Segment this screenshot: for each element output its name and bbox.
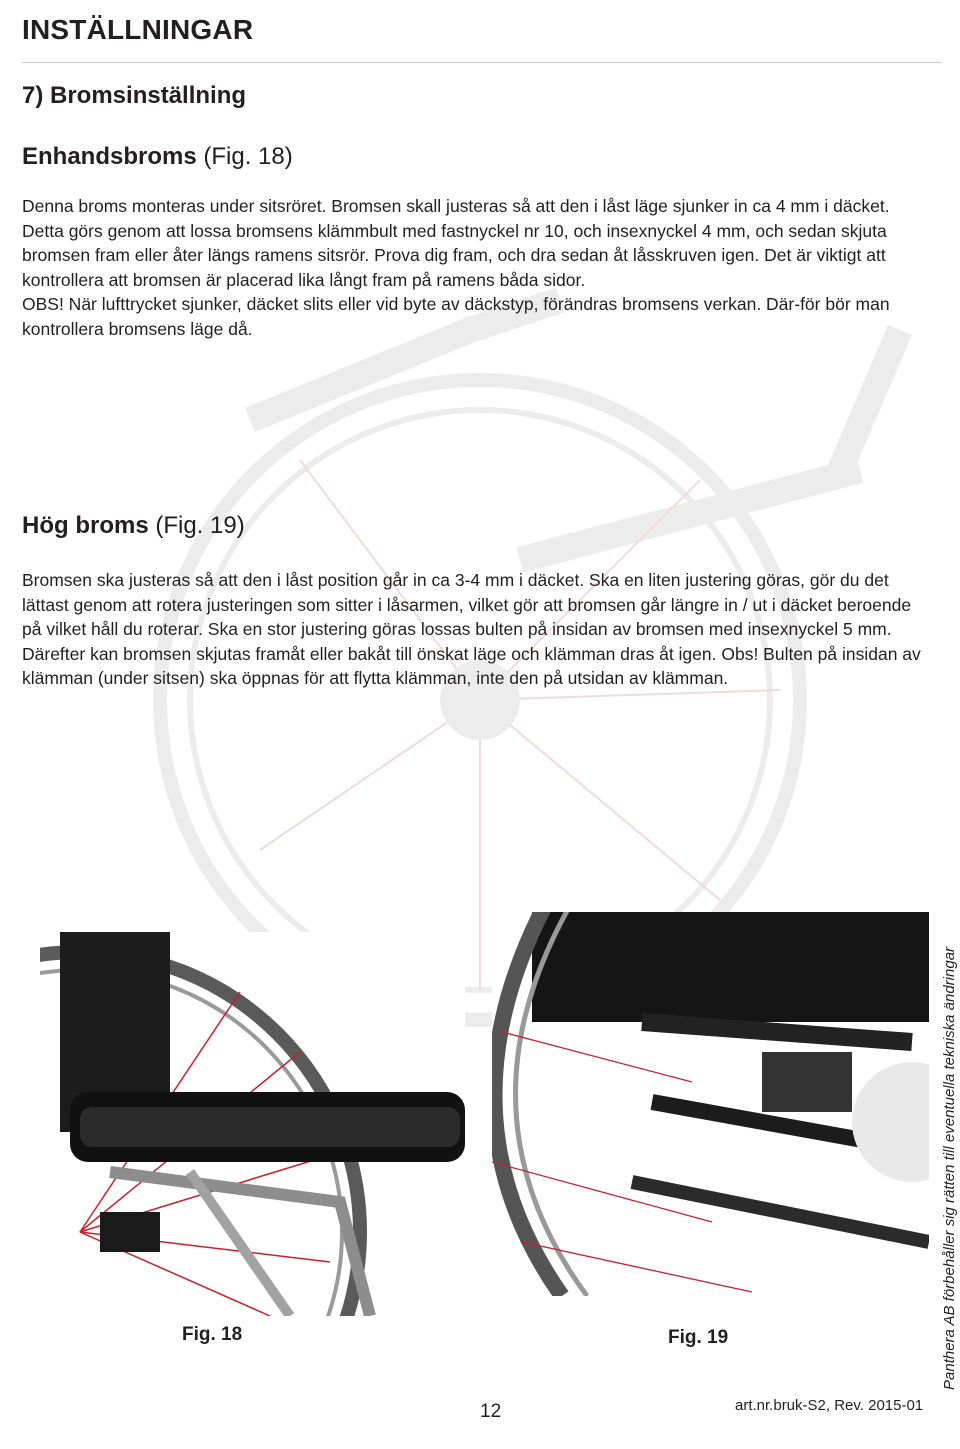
- one-hand-brake-paragraph: Denna broms monteras under sitsröret. Bromsen skall justeras så att den i låst läge sjunker in ca 4 mm i däcket. Detta görs genom att lossa bromsens klämmbult med fastnyckel nr 10, och insexnyckel 4 mm, och sedan skjuta bromsen fram eller åter längs ramens sitsrör. Prova dig fram, och dra sedan åt låsskruven igen. Det är viktigt att kontrollera att bromsen är placerad lika långt fram på ramens båda sidor.: [22, 196, 890, 290]
- article-number: art.nr.bruk-S2, Rev. 2015-01: [735, 1397, 924, 1414]
- high-brake-heading: [22, 512, 245, 540]
- one-hand-brake-heading: [22, 143, 293, 171]
- wheelchair-brake-image: [492, 912, 929, 1296]
- figure-19-photo: [492, 912, 929, 1296]
- figure-19-caption: Fig. 19: [668, 1327, 729, 1348]
- figure-18-photo: [40, 932, 465, 1316]
- title-divider: [22, 62, 942, 63]
- section-heading: 7) Bromsinställning: [22, 82, 247, 109]
- one-hand-brake-fig-ref: (Fig. 18): [203, 143, 293, 170]
- figure-18-caption: Fig. 18: [182, 1324, 243, 1345]
- one-hand-brake-heading-text: Enhandsbroms: [22, 143, 197, 170]
- high-brake-text: [22, 568, 934, 691]
- one-hand-brake-text: [22, 194, 934, 342]
- high-brake-paragraph: Bromsen ska justeras så att den i låst position går in ca 3-4 mm i däcket. Ska en liten justering göras, gör du det lättast genom att rotera justeringen som sitter i låsarmen, vilket gör att bromsen går längre in / ut i däcket beroende på vilket håll du roterar. Ska en stor justering göras lossas bulten på insidan av bromsen med insexnyckel 5 mm. Därefter kan bromsen skjutas framåt eller bakåt till önskat läge och klämman dras åt igen. Obs! Bulten på insidan av klämman (under sitsen) ska öppnas för att flytta klämman, inte den på utsidan av klämman.: [22, 570, 921, 689]
- high-brake-heading-text: Hög broms: [22, 512, 149, 539]
- page-title: INSTÄLLNINGAR: [22, 14, 254, 45]
- one-hand-brake-note: OBS! När lufttrycket sjunker, däcket slits eller vid byte av däckstyp, förändras bromsens verkan. Där-för bör man kontrollera bromsens läge då.: [22, 294, 890, 339]
- side-disclaimer: Panthera AB förbehåller sig rätten till eventuella tekniska ändringar: [941, 946, 958, 1390]
- wheelchair-seat-image: [40, 932, 465, 1316]
- page-number: 12: [480, 1401, 502, 1422]
- high-brake-fig-ref: (Fig. 19): [155, 512, 245, 539]
